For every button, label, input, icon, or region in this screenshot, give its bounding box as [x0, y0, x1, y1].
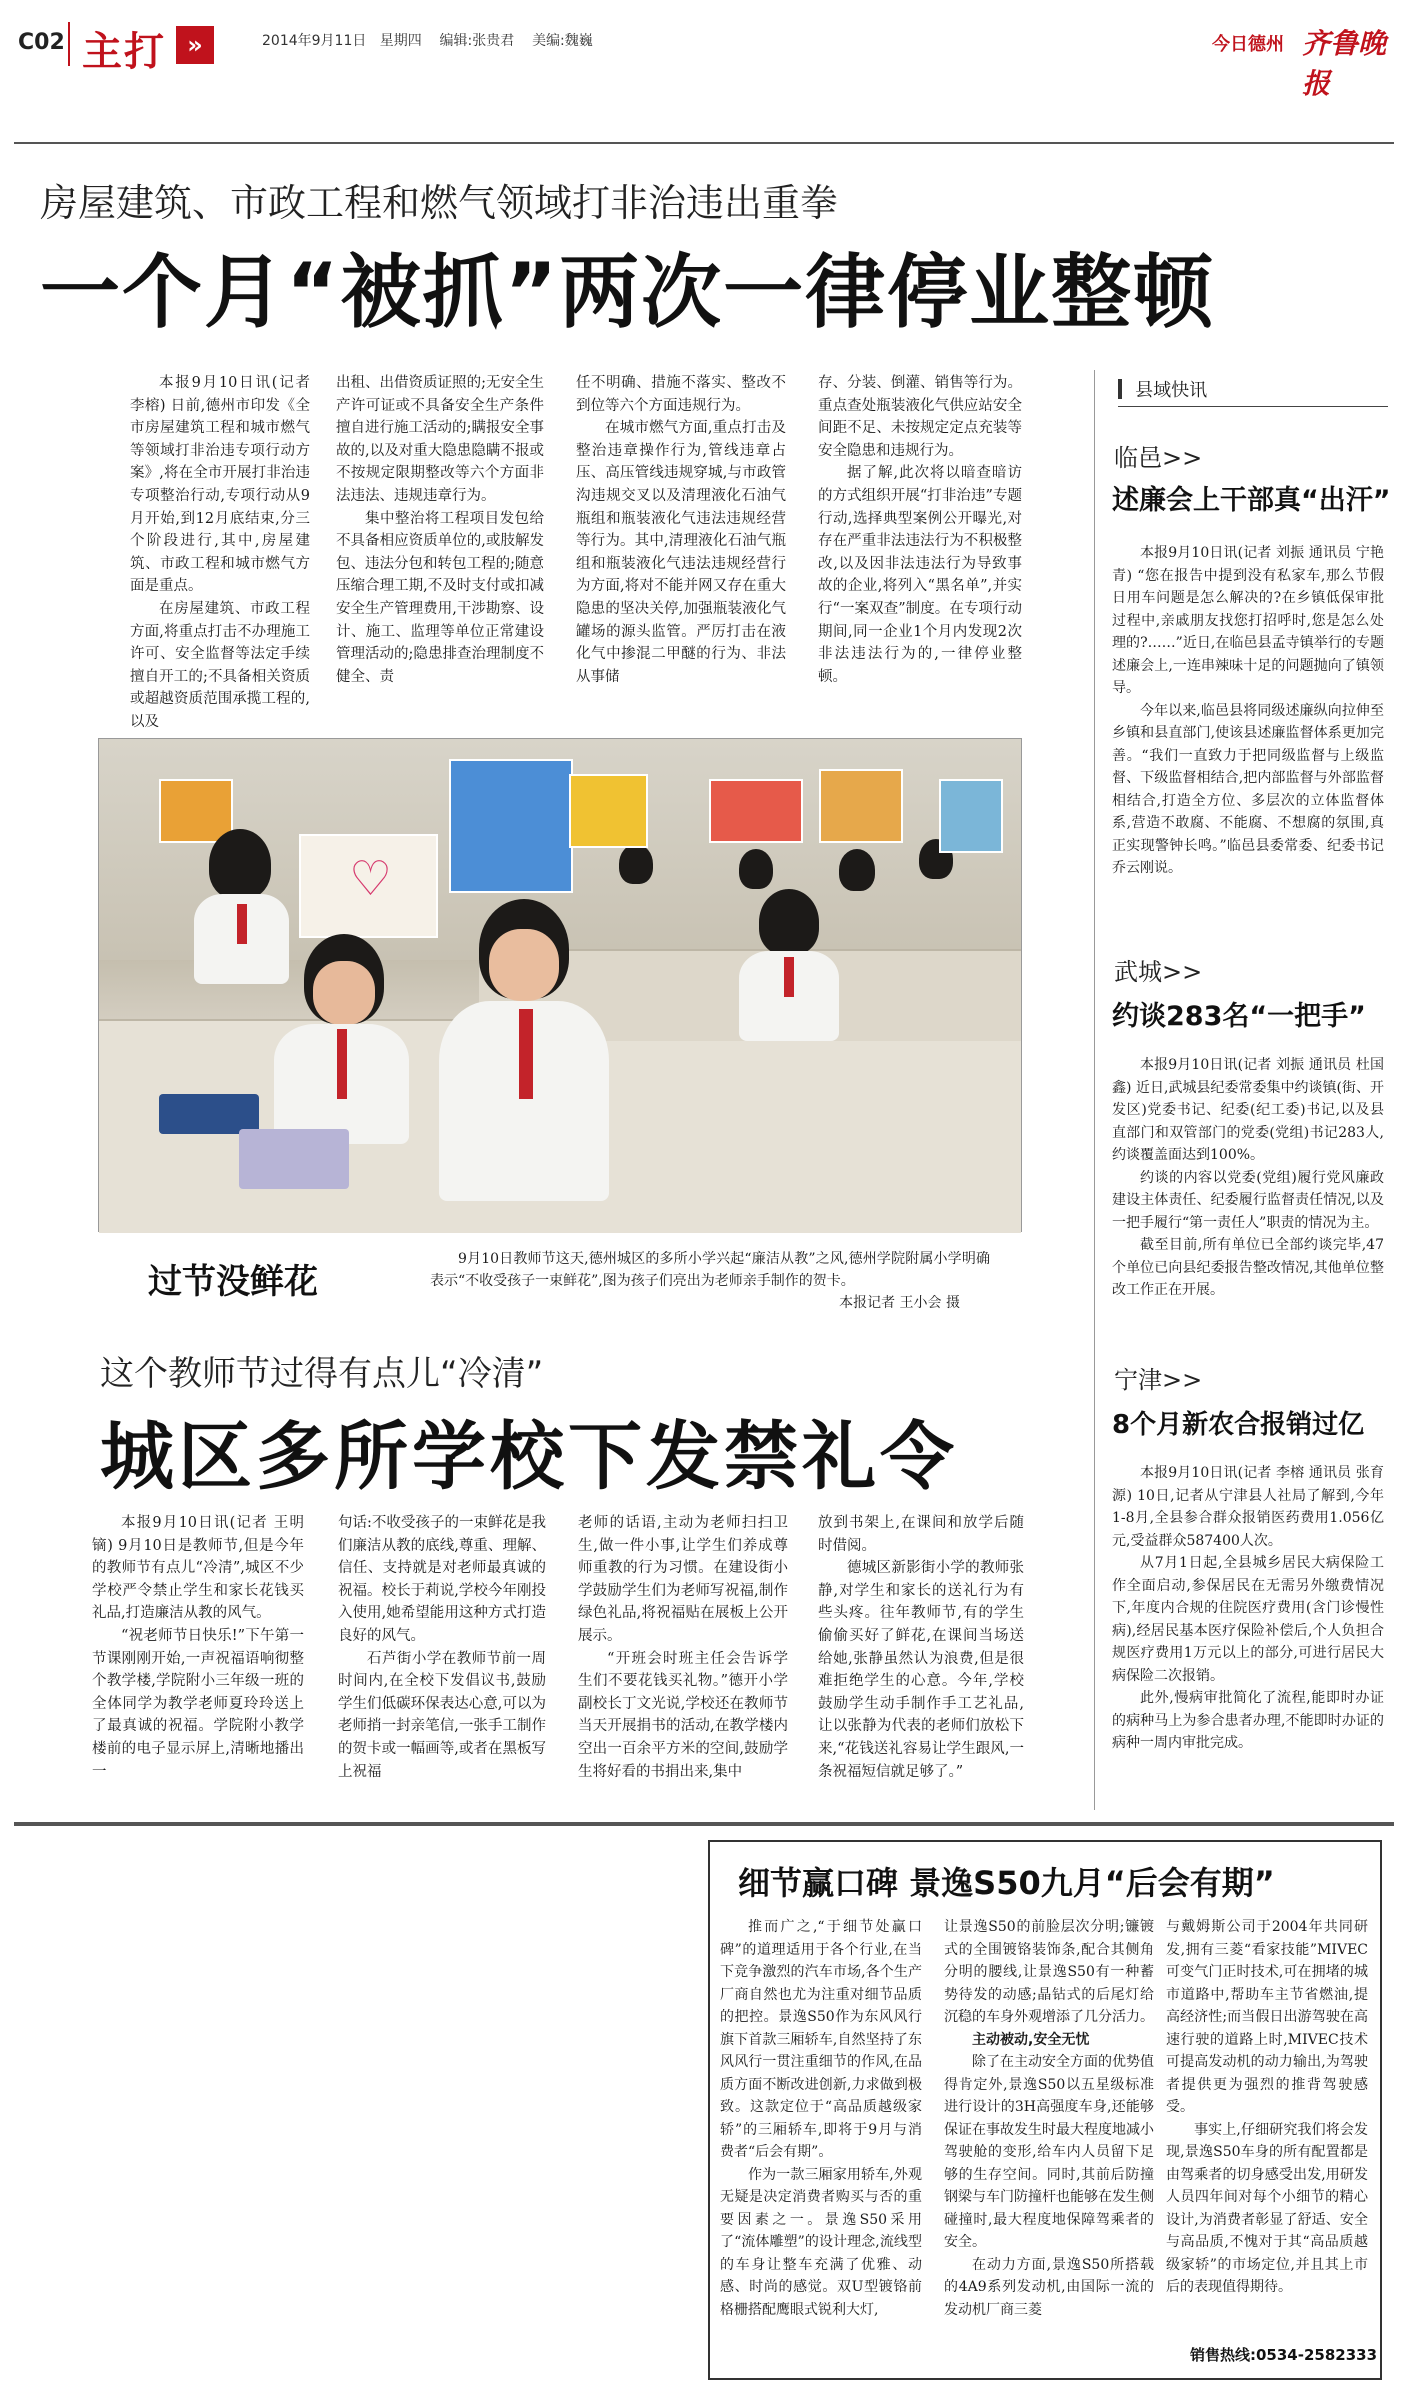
ad-column-3: 与戴姆斯公司于2004年共同研发,拥有三菱“看家技能”MIVEC可变气门正时技术,可在拥堵的城市道路中,帮助车主节省燃油,提高经济性;而当假日出游驾驶在高速行驶的道路上时,MIVEC技术可提高发动机的动力输出,为驾驶者提供更为强烈的推背驾驶感受。 事实上,仔细研究我们将会发现,景逸S50车身的所有配置都是由驾乘者的切身感受出发,用研发人员四年间对每个小细节的精心设计,为消费者彰显了舒适、安全与高品质,不愧对于其“高品质越级家轿”的市场定位,并且其上市后的表现值得期待。 — [1166, 1919, 1368, 2295]
sidebar-item1-title: 述廉会上干部真“出汗” — [1112, 485, 1391, 516]
section-divider — [68, 22, 70, 66]
ad-separator-rule — [14, 1822, 1394, 1826]
sidebar-header-label: 县域快讯 — [1135, 380, 1208, 401]
region-wucheng: 武城>> — [1114, 958, 1203, 986]
article2-title: 城区多所学校下发禁礼令 — [100, 1414, 958, 1500]
ad-column-1: 推而广之,“于细节处赢口碑”的道理适用于各个行业,在当下竞争激烈的汽车市场,各个生产厂商自然也尤为注重对细节品质的把控。景逸S50作为东风风行旗下首款三厢轿车,自然坚持了东风风行一贯注重细节的作风,在品质方面不断改进创新,力求做到极致。这款定位于“高品质越级家轿”的三厢轿车,即将于9月与消费者“后会有期”。 作为一款三厢家用轿车,外观无疑是决定消费者购买与否的重要因素之一。景逸S50采用了“流体雕塑”的设计理念,流线型的车身让整车充满了优雅、动感、时尚的感觉。双U型镀铬前格栅搭配鹰眼式锐利大灯, — [720, 1919, 922, 2318]
article1-column-3: 任不明确、措施不落实、整改不到位等六个方面违规行为。 在城市燃气方面,重点打击及整治违章操作行为,管线违章占压、高压管线违规穿城,与市政管沟违规交叉以及清理液化石油气瓶组和瓶装液化气违法违规经营等行为。其中,清理液化石油气瓶组和瓶装液化气违法违规经营行为方面,将对不能并网又存在重大隐患的坚决关停,加强瓶装液化气罐场的源头监管。严厉打击在液化气中掺混二甲醚的行为、非法从事储 — [576, 375, 786, 685]
masthead-rule — [14, 142, 1394, 144]
region-linyi: 临邑>> — [1114, 444, 1203, 472]
ad-title: 细节赢口碑 景逸S50九月“后会有期” — [738, 1864, 1275, 1902]
classroom-photo — [98, 738, 1022, 1232]
article1-subtitle: 房屋建筑、市政工程和燃气领域打非治违出重拳 — [40, 181, 839, 225]
article2-column-4: 放到书架上,在课间和放学后随时借阅。 德城区新影街小学的教师张静,对学生和家长的送礼行为有些头疼。往年教师节,有的学生偷偷买好了鲜花,在课间当场送给她,张静虽然认为浪费,但是很难拒绝学生的心意。今年,学校鼓励学生动手制作手工艺礼品,让以张静为代表的老师们放松下来,“花钱送礼容易让学生跟风,一条祝福短信就足够了。” — [818, 1515, 1024, 1780]
issue-weekday: 星期四 — [379, 33, 422, 49]
sidebar-item3-body: 本报9月10日讯(记者 李榕 通讯员 张育源) 10日,记者从宁津县人社局了解到,今年1-8月,全县参合群众报销医药费用1.056亿元,受益群众587400人次。 从7月1日起,全县城乡居民大病保险工作全面启动,参保居民在无需另外缴费情况下,年度内合规的住院医疗费用(含门诊慢性病),经居民基本医疗保险补偿后,个人负担合规医疗费用1万元以上的部分,可进行居民大病保险二次报销。 此外,慢病审批简化了流程,能即时办证的病种马上为参合患者办理,不能即时办证的病种一周内审批完成。 — [1112, 1465, 1384, 1751]
article2-column-1: 本报9月10日讯(记者 王明镝) 9月10日是教师节,但是今年的教师节有点儿“冷清”,城区不少学校严令禁止学生和家长花钱买礼品,打造廉洁从教的风气。 “祝老师节日快乐!”下午第一节课刚刚开始,一声祝福语响彻整个教学楼,学院附小三年级一班的全体同学为教学老师夏玲玲送上了最真诚的祝福。学院附小教学楼前的电子显示屏上,清晰地播出一 — [92, 1515, 304, 1780]
designer-credit: 美编:魏巍 — [532, 33, 593, 49]
paper-logo: 齐鲁晚报 — [1302, 27, 1387, 100]
article1-column-2: 出租、出借资质证照的;无安全生产许可证或不具备安全生产条件擅自进行施工活动的;瞒报安全事故的,以及对重大隐患隐瞒不报或不按规定限期整改等六个方面非法违法、违规违章行为。 集中整治将工程项目发包给不具备相应资质单位的,或肢解发包、违法分包和转包工程的;随意压缩合理工期,不及时支付或扣减安全生产管理费用,干涉勘察、设计、施工、监理等单位正常建设管理活动的;隐患排查治理制度不健全、责 — [336, 375, 544, 685]
page-number: C02 — [18, 30, 65, 55]
article1-title: 一个月“被抓”两次一律停业整顿 — [40, 246, 1216, 339]
ad-subheading: 主动被动,安全无忧 — [972, 2031, 1090, 2048]
sidebar-item2-title: 约谈283名“一把手” — [1112, 1001, 1366, 1032]
editor-credit: 编辑:张贵君 — [439, 33, 515, 49]
article1-column-4: 存、分装、倒灌、销售等行为。重点查处瓶装液化气供应站安全间距不足、未按规定定点充装等安全隐患和违规行为。 据了解,此次将以暗查暗访的方式组织开展“打非治违”专题行动,选择典型案例公开曝光,对存在严重非法违法行为不积极整改,以及因非法违法行为导致事故的企业,将列入“黑名单”,并实行“一案双查”制度。在专项行动期间,同一企业1个月内发现2次非法违法行为的,一律停业整顿。 — [818, 375, 1022, 685]
sidebar-item1-body: 本报9月10日讯(记者 刘振 通讯员 宁艳青) “您在报告中提到没有私家车,那么节假日用车问题是怎么解决的?在乡镇低保审批过程中,亲戚朋友找您打招呼时,您是怎么处理的?……”近日,在临邑县孟寺镇举行的专题述廉会上,一连串辣味十足的问题抛向了镇领导。 今年以来,临邑县将同级述廉纵向拉伸至乡镇和县直部门,使该县述廉监督体系更加完善。“我们一直致力于把同级监督与上级监督、下级监督相结合,把内部监督与外部监督相结合,打造全方位、多层次的立体监督体系,营造不敢腐、不能腐、不想腐的氛围,真正实现警钟长鸣。”临邑县委常委、纪委书记乔云刚说。 — [1112, 545, 1384, 876]
section-label: 主打 — [82, 29, 166, 75]
masthead-meta — [262, 30, 593, 50]
article2-column-2: 句话:不收受孩子的一束鲜花是我们廉洁从教的底线,尊重、理解、信任、支持就是对老师最真诚的祝福。校长于莉说,学校今年刚投入使用,她希望能用这种方式打造良好的风气。 石芦街小学在教师节前一周时间内,在全校下发倡议书,鼓励学生们低碳环保表达心意,可以为老师捎一封亲笔信,一张手工制作的贺卡或一幅画等,或者在黑板写上祝福 — [338, 1515, 546, 1780]
article1-column-1: 本报9月10日讯(记者 李榕) 日前,德州市印发《全市房屋建筑工程和城市燃气等领域打非治违专项行动方案》,将在全市开展打非治违专项整治行动,专项行动从9月开始,到12月底结束,分三个阶段进行,其中,房屋建筑、市政工程和城市燃气方面是重点。 在房屋建筑、市政工程方面,将重点打击不办理施工许可、安全监督等法定手续擅自开工的;不具备相关资质或超越资质范围承揽工程的,以及 — [130, 375, 310, 730]
masthead — [0, 0, 1409, 100]
ad-column-2: 让景逸S50的前脸层次分明;镰镀式的全围镀铬装饰条,配合其侧角分明的腰线,让景逸S50有一种蓄势待发的动感;晶钻式的后尾灯给沉稳的车身外观增添了几分活力。 主动被动,安全无忧 除了在主动安全方面的优势值得肯定外,景逸S50以五星级标准进行设计的3H高强度车身,还能够保证在事故发生时最大程度地减小驾驶舱的变形,给车内人员留下足够的生存空间。同时,其前后防撞钢梁与车门防撞杆也能够在发生侧碰撞时,最大程度地保障驾乘者的安全。 在动力方面,景逸S50所搭载的4A9系列发动机,由国际一流的发动机厂商三菱 — [944, 1919, 1154, 2318]
photo-title: 过节没鲜花 — [148, 1262, 318, 1302]
city-label: 今日德州 — [1212, 34, 1284, 55]
article2-column-3: 老师的话语,主动为老师扫扫卫生,做一件小事,让学生们养成尊师重教的行为习惯。在建设街小学鼓励学生们为老师写祝福,制作绿色礼品,将祝福贴在展板上公开展示。 “开班会时班主任会告诉学生们不要花钱买礼物。”德开小学副校长丁文光说,学校还在教师节当天开展捐书的活动,在教学楼内空出一百余平方米的空间,鼓励学生将好看的书捐出来,集中 — [578, 1515, 788, 1780]
sidebar-item2-body: 本报9月10日讯(记者 刘振 通讯员 杜国鑫) 近日,武城县纪委常委集中约谈镇(街、开发区)党委书记、纪委(纪工委)书记,以及县直部门和双管部门的党委(党组)书记283人,约谈覆盖面达到100%。 约谈的内容以党委(党组)履行党风廉政建设主体责任、纪委履行监督责任情况,以及一把手履行“第一责任人”职责的情况为主。 截至目前,所有单位已全部约谈完毕,47个单位已向县纪委报告整改情况,其他单位整改工作正在开展。 — [1112, 1057, 1384, 1298]
heart-icon: ♡ — [349, 851, 393, 907]
photo-credit: 本报记者 王小会 摄 — [839, 1295, 960, 1311]
ad-hotline: 销售热线:0534-2582333 — [1190, 2346, 1378, 2364]
sidebar-item3-title: 8个月新农合报销过亿 — [1112, 1410, 1365, 1440]
issue-date: 2014年9月11日 — [262, 33, 367, 49]
blank-area — [14, 1840, 694, 2376]
sidebar-header — [1118, 376, 1388, 407]
article2-subtitle: 这个教师节过得有点儿“冷清” — [100, 1354, 544, 1394]
section-arrow-icon: » — [176, 26, 214, 64]
region-ningjin: 宁津>> — [1114, 1366, 1203, 1394]
sidebar-divider — [1094, 370, 1095, 1810]
photo-caption: 9月10日教师节这天,德州城区的多所小学兴起“廉洁从教”之风,德州学院附属小学明确表示“不收受孩子一束鲜花”,图为孩子们亮出为老师亲手制作的贺卡。 本报记者 王小会 摄 — [430, 1248, 990, 1314]
